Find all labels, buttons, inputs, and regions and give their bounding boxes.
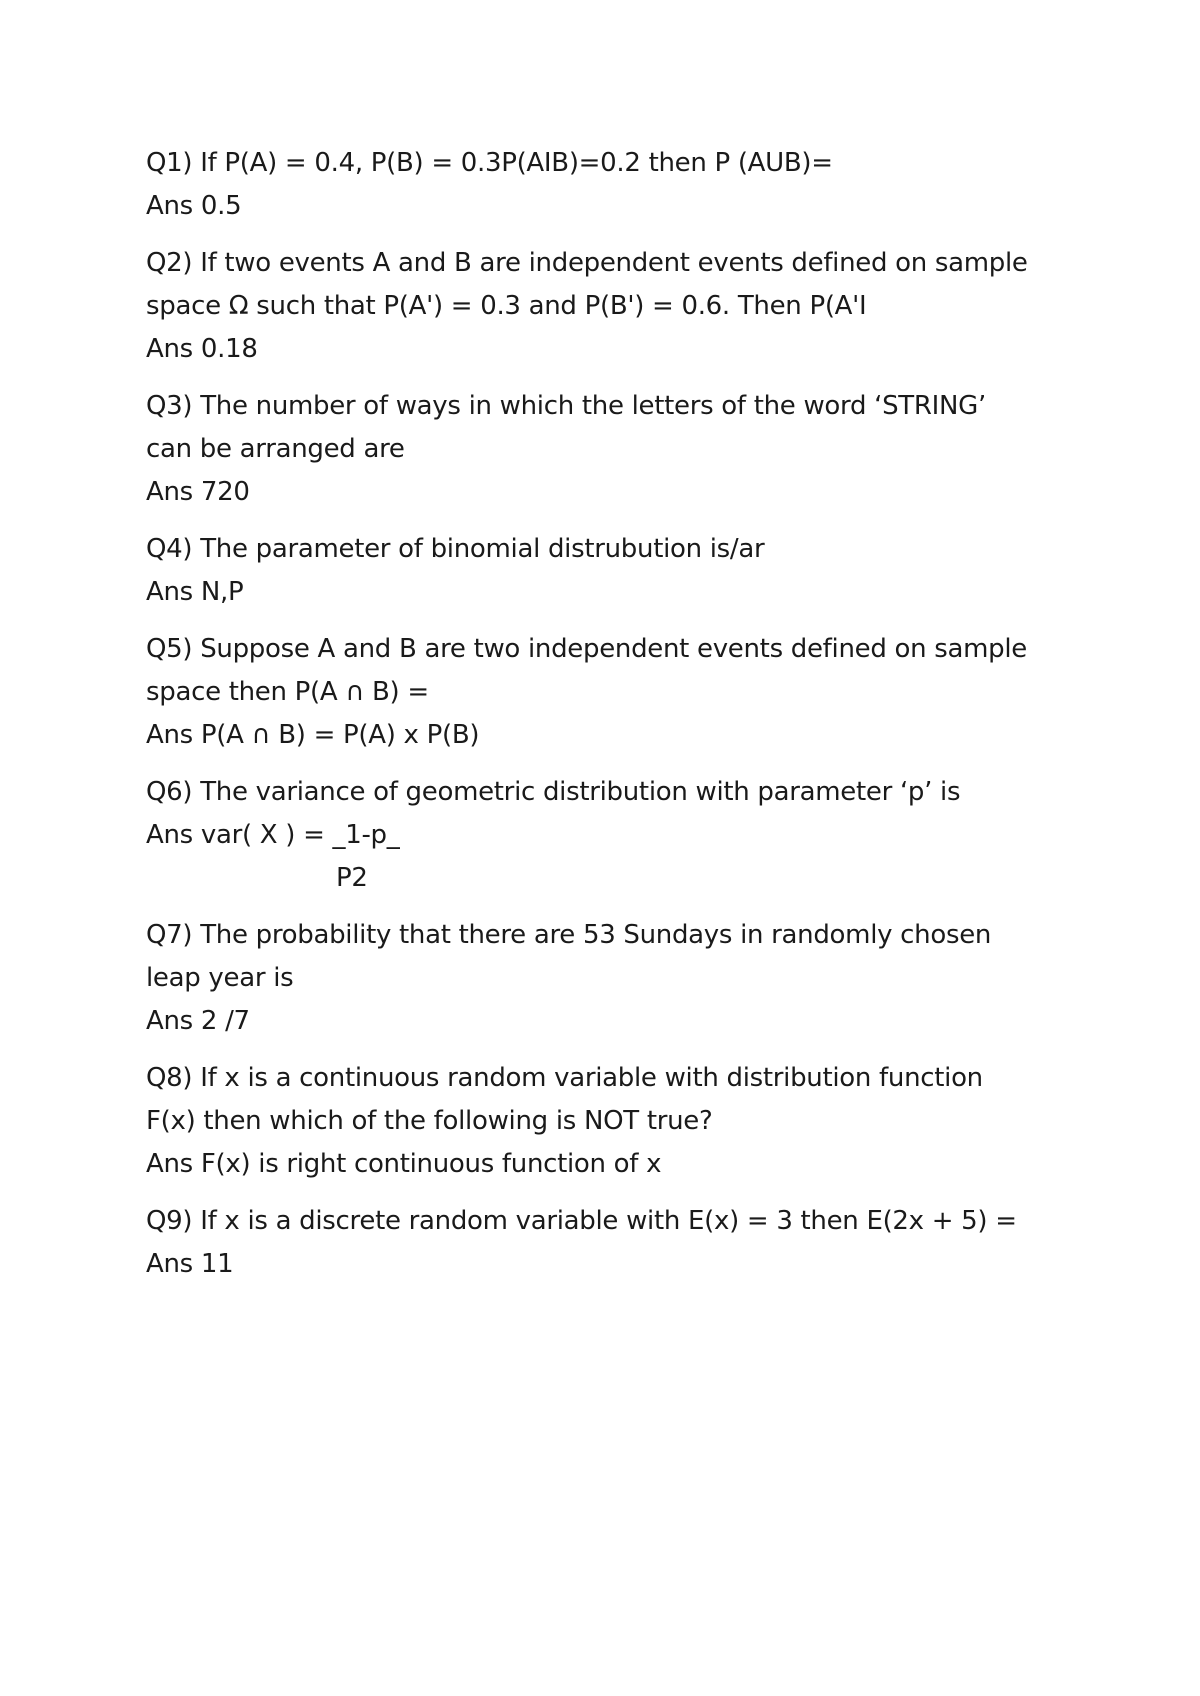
question-6-line-1: Q6) The variance of geometric distribution with parameter ‘p’ is: [146, 777, 961, 807]
question-block-1: [146, 142, 1086, 228]
question-8-line-1: Q8) If x is a continuous random variable with distribution function: [146, 1063, 983, 1093]
question-3-line-2: can be arranged are: [146, 434, 405, 464]
question-2-line-1: Q2) If two events A and B are independent events defined on sample: [146, 248, 1028, 278]
question-3-line-1: Q3) The number of ways in which the letters of the word ‘STRING’: [146, 391, 986, 421]
answer-6-denominator: P2: [336, 863, 368, 893]
answer-6: Ans var( X ) = _1-p_: [146, 820, 400, 850]
question-block-6: [146, 771, 1086, 900]
answer-5: Ans P(A ∩ B) = P(A) x P(B): [146, 720, 480, 750]
question-7-line-1: Q7) The probability that there are 53 Sundays in randomly chosen: [146, 920, 992, 950]
question-block-5: [146, 628, 1086, 757]
question-1-line-1: Q1) If P(A) = 0.4, P(B) = 0.3P(AIB)=0.2 then P (AUB)=: [146, 148, 833, 178]
question-8-line-2: F(x) then which of the following is NOT true?: [146, 1106, 713, 1136]
question-block-4: [146, 528, 1086, 614]
answer-8: Ans F(x) is right continuous function of x: [146, 1149, 662, 1179]
answer-9: Ans 11: [146, 1249, 234, 1279]
question-block-9: [146, 1200, 1086, 1286]
question-2-line-2: space Ω such that P(A') = 0.3 and P(B') = 0.6. Then P(A'I: [146, 291, 867, 321]
question-4-line-1: Q4) The parameter of binomial distrubution is/ar: [146, 534, 765, 564]
question-block-7: [146, 914, 1086, 1043]
question-5-line-1: Q5) Suppose A and B are two independent events defined on sample: [146, 634, 1027, 664]
question-7-line-2: leap year is: [146, 963, 294, 993]
question-9-line-1: Q9) If x is a discrete random variable with E(x) = 3 then E(2x + 5) =: [146, 1206, 1017, 1236]
answer-2: Ans 0.18: [146, 334, 258, 364]
answer-4: Ans N,P: [146, 577, 244, 607]
answer-3: Ans 720: [146, 477, 250, 507]
document-body: [146, 142, 1086, 1300]
question-block-8: [146, 1057, 1086, 1186]
answer-1: Ans 0.5: [146, 191, 242, 221]
question-5-line-2: space then P(A ∩ B) =: [146, 677, 429, 707]
question-block-2: [146, 242, 1086, 371]
answer-7: Ans 2 /7: [146, 1006, 250, 1036]
question-block-3: [146, 385, 1086, 514]
